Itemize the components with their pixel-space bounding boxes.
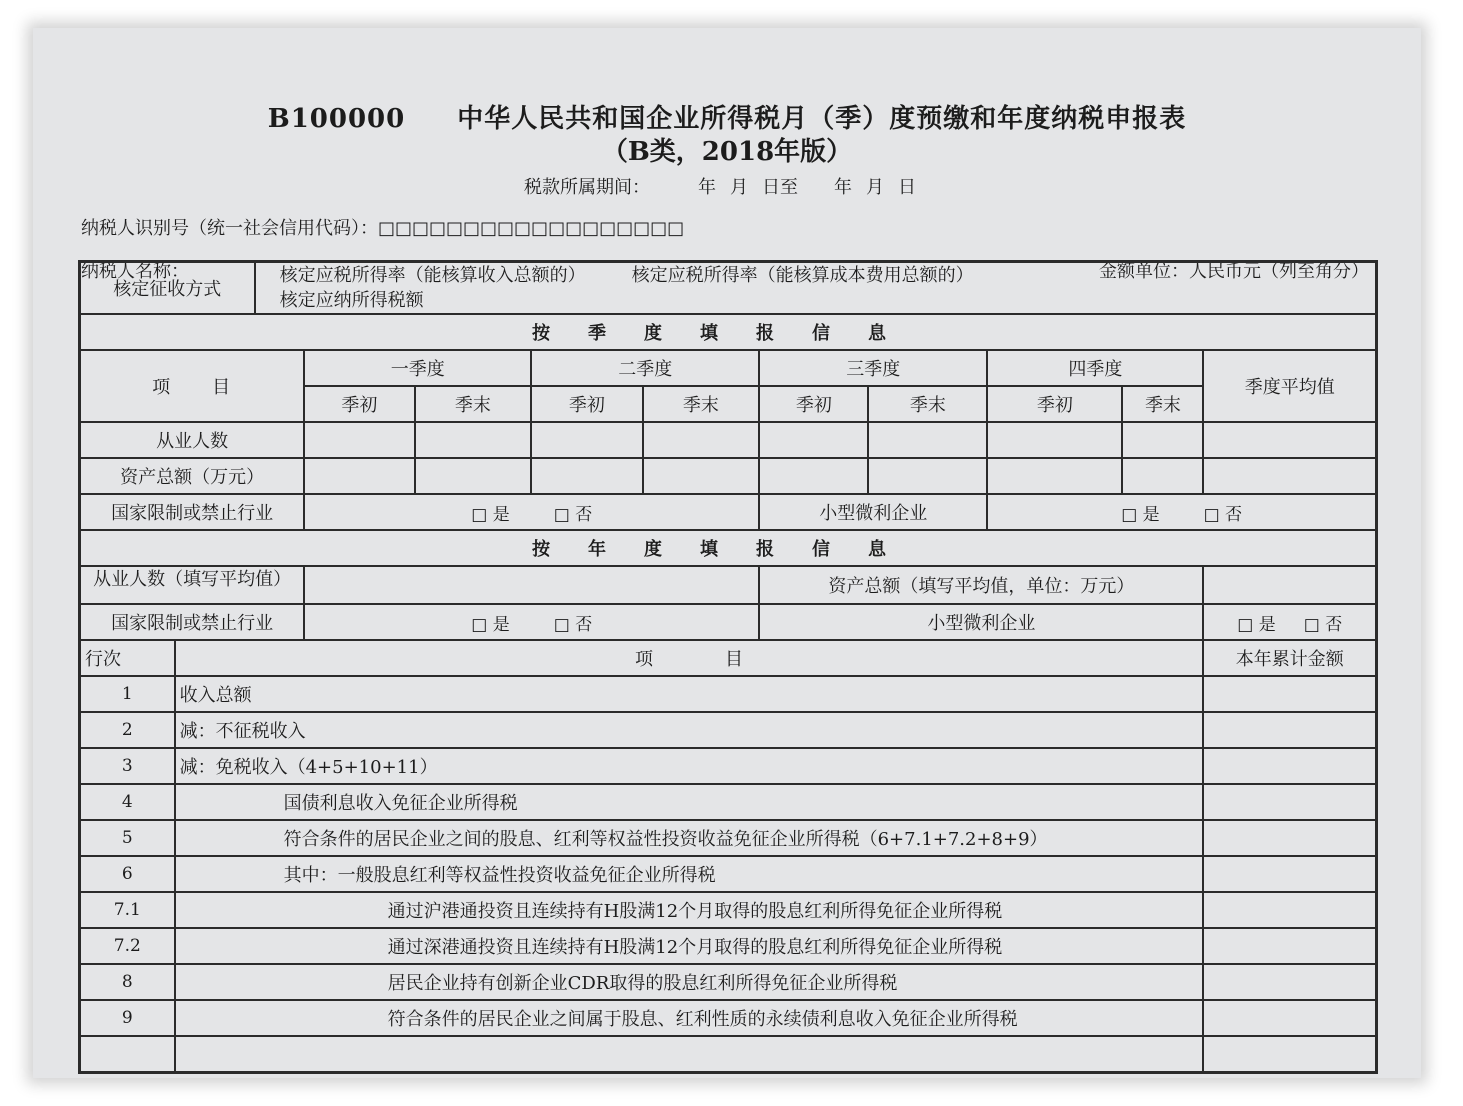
line-no: 6	[80, 856, 175, 892]
employees-q4-end[interactable]	[1122, 422, 1203, 458]
annual-small-yes[interactable]: □ 是	[1237, 614, 1276, 635]
declaration-table	[78, 260, 1378, 1074]
period-year-start: 年	[698, 177, 716, 198]
annual-employees-value[interactable]	[304, 566, 759, 604]
quarterly-small-no[interactable]: □ 否	[1203, 504, 1243, 525]
period-day-start: 日至	[762, 177, 798, 198]
line-no: 2	[80, 712, 175, 748]
annual-assets-value[interactable]	[1203, 566, 1376, 604]
method-option-cost[interactable]: 核定应税所得率（能核算成本费用总额的）	[631, 265, 974, 286]
table-row	[80, 928, 1377, 964]
quarterly-item-header: 项 目	[80, 350, 305, 422]
line-no: 7.2	[80, 928, 175, 964]
quarterly-section-header: 按季度填报信息	[80, 314, 1377, 350]
line-amount[interactable]	[1203, 928, 1376, 964]
table-row-partial	[80, 1036, 1377, 1073]
line-amount[interactable]	[1203, 856, 1376, 892]
assets-q1-end[interactable]	[415, 458, 532, 494]
q3-end-header: 季末	[868, 386, 987, 422]
assets-q2-end[interactable]	[643, 458, 760, 494]
line-amount[interactable]	[1203, 712, 1376, 748]
annual-restricted-no[interactable]: □ 否	[553, 614, 593, 635]
quarter-1-header: 一季度	[304, 350, 531, 386]
quarterly-small-yes[interactable]: □ 是	[1121, 504, 1160, 525]
assets-q3-start[interactable]	[759, 458, 868, 494]
period-label: 税款所属期间：	[524, 177, 650, 198]
taxpayer-name-label: 纳税人名称：	[81, 261, 189, 282]
annual-small-label: 小型微利企业	[759, 604, 1203, 640]
annual-restricted-options	[304, 604, 759, 640]
line-no: 9	[80, 1000, 175, 1036]
line-item: 其中：一般股息红利等权益性投资收益免征企业所得税	[175, 856, 1204, 892]
period-month-start: 月	[730, 177, 748, 198]
employees-q3-start[interactable]	[759, 422, 868, 458]
method-option-revenue[interactable]: 核定应税所得率（能核算收入总额的）	[279, 265, 586, 286]
method-options	[255, 262, 1377, 315]
quarter-3-header: 三季度	[759, 350, 987, 386]
line-no: 1	[80, 676, 175, 712]
employees-q2-end[interactable]	[643, 422, 760, 458]
employees-q4-start[interactable]	[987, 422, 1122, 458]
form-title	[33, 98, 1421, 135]
line-amount[interactable]	[1203, 892, 1376, 928]
employees-q1-end[interactable]	[415, 422, 532, 458]
amount-unit-label: 金额单位：人民币元（列至角分）	[1099, 261, 1369, 282]
line-item: 居民企业持有创新企业CDR取得的股息红利所得免征企业所得税	[175, 964, 1204, 1000]
tax-period	[33, 173, 1421, 199]
table-row	[80, 820, 1377, 856]
employees-q3-end[interactable]	[868, 422, 987, 458]
annual-assets-label: 资产总额（填写平均值，单位：万元）	[759, 566, 1203, 604]
table-row	[80, 1000, 1377, 1036]
line-item: 通过沪港通投资且连续持有H股满12个月取得的股息红利所得免征企业所得税	[175, 892, 1204, 928]
quarterly-restricted-yes[interactable]: □ 是	[471, 504, 510, 525]
taxpayer-id-row	[81, 214, 684, 240]
line-amount[interactable]	[1203, 784, 1376, 820]
quarterly-restricted-label: 国家限制或禁止行业	[80, 494, 305, 530]
line-item: 符合条件的居民企业之间的股息、红利等权益性投资收益免征企业所得税（6+7.1+7.2+8+9）	[175, 820, 1204, 856]
form-code: B100000	[267, 104, 406, 134]
line-item: 收入总额	[175, 676, 1204, 712]
table-row	[80, 856, 1377, 892]
line-item: 符合条件的居民企业之间属于股息、红利性质的永续债利息收入免征企业所得税	[175, 1000, 1204, 1036]
quarterly-assets-label: 资产总额（万元）	[80, 458, 305, 494]
annual-restricted-label: 国家限制或禁止行业	[80, 604, 305, 640]
table-row	[80, 892, 1377, 928]
method-label: 核定征收方式	[80, 262, 255, 315]
line-amount[interactable]	[1203, 676, 1376, 712]
line-item	[175, 1036, 1204, 1073]
q4-end-header: 季末	[1122, 386, 1203, 422]
quarter-4-header: 四季度	[987, 350, 1203, 386]
assets-q2-start[interactable]	[531, 458, 642, 494]
quarterly-small-options	[987, 494, 1376, 530]
assets-q3-end[interactable]	[868, 458, 987, 494]
table-row	[80, 748, 1377, 784]
line-amount-header: 本年累计金额	[1203, 640, 1376, 676]
form-main-title: 中华人民共和国企业所得税月（季）度预缴和年度纳税申报表	[457, 104, 1187, 134]
q2-start-header: 季初	[531, 386, 642, 422]
table-row	[80, 676, 1377, 712]
employees-q2-start[interactable]	[531, 422, 642, 458]
line-amount[interactable]	[1203, 820, 1376, 856]
q4-start-header: 季初	[987, 386, 1122, 422]
table-row	[80, 784, 1377, 820]
employees-average[interactable]	[1203, 422, 1376, 458]
line-item-header: 项 目	[175, 640, 1204, 676]
period-day-end: 日	[898, 177, 916, 198]
q3-start-header: 季初	[759, 386, 868, 422]
line-amount[interactable]	[1203, 748, 1376, 784]
table-row	[80, 712, 1377, 748]
form-sheet	[33, 28, 1421, 1078]
line-item: 通过深港通投资且连续持有H股满12个月取得的股息红利所得免征企业所得税	[175, 928, 1204, 964]
employees-q1-start[interactable]	[304, 422, 414, 458]
annual-small-options	[1203, 604, 1376, 640]
q1-start-header: 季初	[304, 386, 414, 422]
quarterly-employees-label: 从业人数	[80, 422, 305, 458]
annual-restricted-yes[interactable]: □ 是	[471, 614, 510, 635]
quarterly-small-label: 小型微利企业	[759, 494, 987, 530]
line-no-header: 行次	[80, 640, 175, 676]
line-no	[80, 1036, 175, 1073]
line-amount[interactable]	[1203, 964, 1376, 1000]
assets-q4-end[interactable]	[1122, 458, 1203, 494]
q2-end-header: 季末	[643, 386, 760, 422]
quarterly-restricted-options	[304, 494, 759, 530]
annual-section-header: 按年度填报信息	[80, 530, 1377, 566]
form-subtitle: （B类，2018年版）	[601, 137, 853, 167]
assets-average[interactable]	[1203, 458, 1376, 494]
line-amount[interactable]	[1203, 1000, 1376, 1036]
line-no: 8	[80, 964, 175, 1000]
line-no: 3	[80, 748, 175, 784]
taxpayer-id-label: 纳税人识别号（统一社会信用代码）：	[81, 218, 378, 239]
line-no: 7.1	[80, 892, 175, 928]
q1-end-header: 季末	[415, 386, 532, 422]
quarter-2-header: 二季度	[531, 350, 759, 386]
assets-q4-start[interactable]	[987, 458, 1122, 494]
line-no: 5	[80, 820, 175, 856]
quarterly-average-header: 季度平均值	[1203, 350, 1376, 422]
period-month-end: 月	[866, 177, 884, 198]
period-year-end: 年	[834, 177, 852, 198]
line-item: 减：不征税收入	[175, 712, 1204, 748]
table-row	[80, 964, 1377, 1000]
line-amount[interactable]	[1203, 1036, 1376, 1073]
taxpayer-id-boxes[interactable]: □□□□□□□□□□□□□□□□□□	[378, 218, 685, 239]
line-item: 国债利息收入免征企业所得税	[175, 784, 1204, 820]
annual-employees-label: 从业人数（填写平均值）	[80, 566, 305, 604]
annual-small-no[interactable]: □ 否	[1303, 614, 1343, 635]
line-no: 4	[80, 784, 175, 820]
method-option-fixed-tax[interactable]: 核定应纳所得税额	[279, 290, 424, 311]
assets-q1-start[interactable]	[304, 458, 414, 494]
line-item: 减：免税收入（4+5+10+11）	[175, 748, 1204, 784]
quarterly-restricted-no[interactable]: □ 否	[553, 504, 593, 525]
